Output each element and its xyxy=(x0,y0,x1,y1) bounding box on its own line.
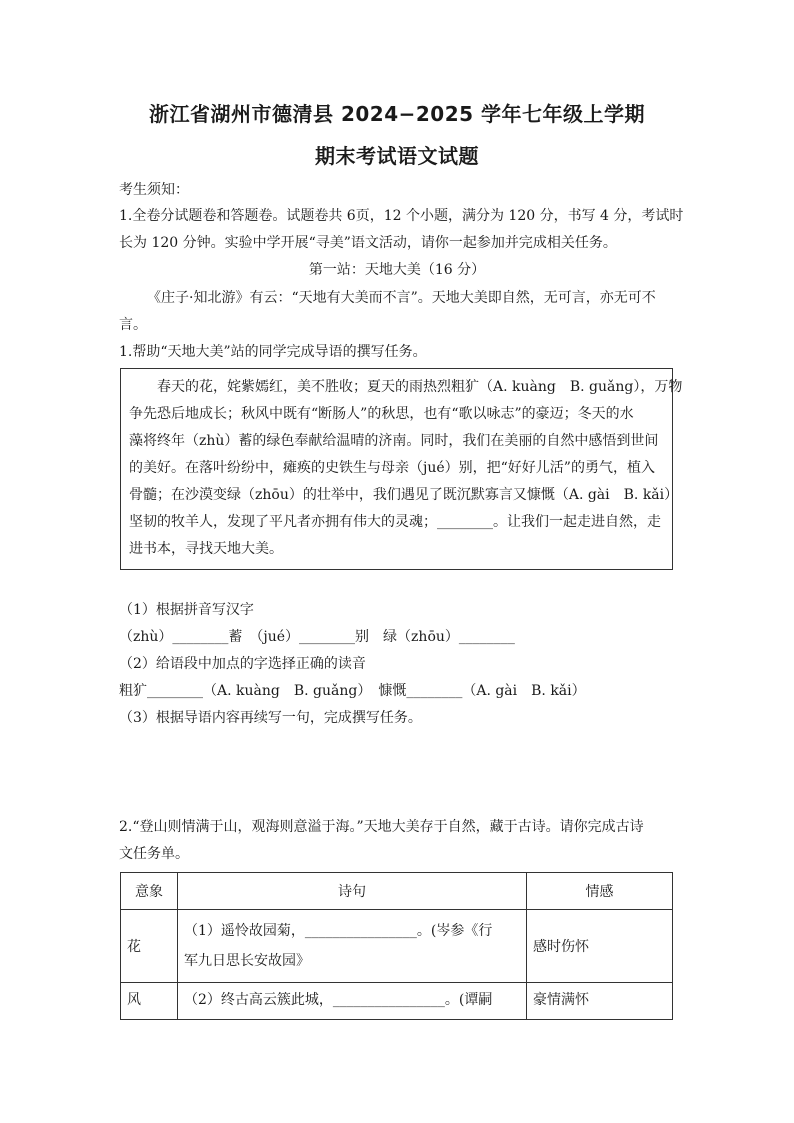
passage-line: 坚韧的牧羊人，发现了平凡者亦拥有伟大的灵魂；________。让我们一起走进自然，走 xyxy=(129,514,661,530)
passage-line: 的美好。在落叶纷纷中，瘫痪的史铁生与母亲（jué）别，把“好好儿活”的勇气，植入 xyxy=(129,460,655,476)
verse-cell xyxy=(178,910,527,983)
question-1-sub-2-answer: 粗犷________（A. kuàng B. guǎng） 慷慨________（A. gài B. kǎi） xyxy=(119,683,586,699)
station-intro-line-1: 《庄子·知北游》有云：“天地有大美而不言”。天地大美即自然，无可言，亦无可不 xyxy=(147,290,656,306)
image-cell: 花 xyxy=(121,910,178,983)
question-1-sub-1-answer: （zhù）________蓄 （jué）________别 绿（zhōu）________ xyxy=(119,629,515,645)
notice-line-2: 长为 120 分钟。实验中学开展“寻美”语文活动，请你一起参加并完成相关任务。 xyxy=(119,235,617,251)
notice-heading: 考生须知： xyxy=(119,182,189,198)
table-header-row xyxy=(121,873,673,910)
verse-cell xyxy=(178,983,527,1020)
emotion-cell: 感时伤怀 xyxy=(527,910,673,983)
passage-line: 进书本，寻找天地大美。 xyxy=(129,541,283,557)
passage-line: 藻将终年（zhù）蓄的绿色奉献给温晴的济南。同时，我们在美丽的自然中感悟到世间 xyxy=(129,433,659,449)
verse-line: （1）遥怜故园菊，________________。(岑参《行 xyxy=(184,923,493,939)
question-2-stem-line-1: 2.“登山则情满于山，观海则意溢于海。”天地大美存于自然，藏于古诗。请你完成古诗 xyxy=(119,819,644,835)
exam-title-line2: 期末考试语文试题 xyxy=(315,144,479,168)
exam-title-line1: 浙江省湖州市德清县 2024−2025 学年七年级上学期 xyxy=(148,102,645,126)
verse-line: 军九日思长安故园》 xyxy=(184,953,310,969)
passage-line: 争先恐后地成长；秋风中既有“断肠人”的秋思，也有“歌以咏志”的豪迈；冬天的水 xyxy=(129,406,634,422)
verse-line: （2）终古高云簇此城，________________。(谭嗣 xyxy=(184,992,493,1008)
emotion-cell: 豪情满怀 xyxy=(527,983,673,1020)
notice-line-1: 1.全卷分试题卷和答题卷。试题卷共 6页，12 个小题，满分为 120 分，书写 4 分，考试时 xyxy=(119,208,684,224)
table-header-cell: 情感 xyxy=(527,873,673,910)
question-1-sub-1: （1）根据拼音写汉字 xyxy=(119,602,254,618)
station-title: 第一站：天地大美（16 分） xyxy=(308,262,486,278)
station-intro-line-2: 言。 xyxy=(119,317,147,333)
passage-line: 骨髓；在沙漠变绿（zhōu）的壮举中，我们遇见了既沉默寡言又慷慨（A. gài B. kǎi） xyxy=(129,487,679,503)
question-1-sub-2: （2）给语段中加点的字选择正确的读音 xyxy=(119,656,366,672)
question-1-stem: 1.帮助“天地大美”站的同学完成导语的撰写任务。 xyxy=(119,344,427,360)
image-cell: 风 xyxy=(121,983,178,1020)
table-header-cell: 诗句 xyxy=(178,873,527,910)
question-1-sub-3: （3）根据导语内容再续写一句，完成撰写任务。 xyxy=(119,710,422,726)
table-row xyxy=(121,983,673,1020)
passage-line: 春天的花，姹紫嫣红，美不胜收；夏天的雨热烈粗犷（A. kuàng B. guǎng），万物 xyxy=(157,379,683,395)
table-header-cell: 意象 xyxy=(121,873,178,910)
passage-box xyxy=(120,368,683,570)
table-row xyxy=(121,910,673,983)
question-2-stem-line-2: 文任务单。 xyxy=(119,846,189,862)
poetry-task-table xyxy=(120,872,673,1020)
